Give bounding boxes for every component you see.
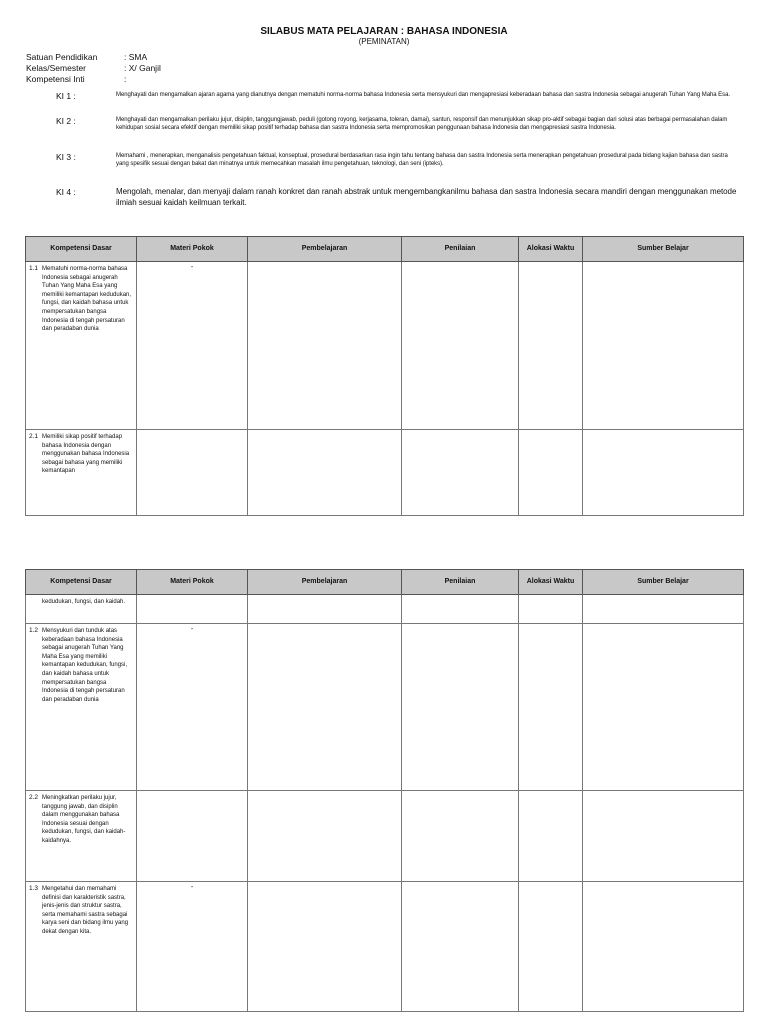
col-pembelajaran: Pembelajaran (248, 570, 402, 595)
info-value: : (124, 74, 127, 84)
materi-text (137, 595, 247, 596)
penilaian-cell (402, 430, 519, 516)
alokasi-cell (519, 262, 583, 430)
kd-text: Mematuhi norma-norma bahasa Indonesia sebagai anugerah Tuhan Yang Maha Esa yang memiliki kemantapan kedudukan, fungsi, dan kaidah bahasa untuk mempersatukan bangsa Indonesia di tengah persaturan dan peradaban dunia (42, 266, 132, 333)
page-subtitle: (PEMINATAN) (358, 37, 410, 46)
info-label: Satuan Pendidikan (26, 52, 98, 62)
alokasi-cell (519, 430, 583, 516)
alokasi-cell (519, 624, 583, 791)
kd-number: 2.1 (29, 433, 39, 440)
materi-text (137, 430, 247, 431)
kd-number: 2.2 (29, 794, 39, 801)
kd-number: 1.2 (29, 627, 39, 634)
ki-label: KI 3 : (56, 152, 76, 162)
table-row (26, 430, 744, 516)
table-row (26, 791, 744, 882)
sumber-cell (583, 262, 744, 430)
materi-cell (137, 262, 248, 430)
info-row-kelas (26, 63, 161, 74)
col-materi-pokok: Materi Pokok (137, 237, 248, 262)
alokasi-cell (519, 595, 583, 624)
kd-number (29, 598, 42, 607)
penilaian-cell (402, 624, 519, 791)
page-title: SILABUS MATA PELAJARAN : BAHASA INDONESIA (260, 26, 508, 37)
pembelajaran-cell (248, 430, 402, 516)
alokasi-cell (519, 882, 583, 1012)
materi-cell (137, 430, 248, 516)
kd-cell (26, 595, 137, 624)
info-row-kompetensi-inti (26, 74, 126, 85)
pembelajaran-cell (248, 791, 402, 882)
col-penilaian: Penilaian (402, 237, 519, 262)
table-row (26, 595, 744, 624)
sumber-cell (583, 791, 744, 882)
table-row (26, 882, 744, 1012)
penilaian-cell (402, 791, 519, 882)
col-kompetensi-dasar: Kompetensi Dasar (26, 570, 137, 595)
ki-label: KI 4 : (56, 187, 76, 197)
kd-number: 1.1 (29, 265, 39, 272)
ki-label: KI 1 : (56, 91, 76, 101)
info-value: : X/ Ganjil (124, 63, 161, 73)
sumber-cell (583, 430, 744, 516)
materi-cell (137, 595, 248, 624)
col-sumber-belajar: Sumber Belajar (583, 570, 744, 595)
info-label: Kompetensi Inti (26, 74, 85, 84)
kd-text: kedudukan, fungsi, dan kaidah. (42, 599, 126, 605)
table-row (26, 262, 744, 430)
info-value: : SMA (124, 52, 148, 62)
materi-text: - (190, 626, 194, 633)
syllabus-table-1 (25, 236, 744, 516)
info-label: Kelas/Semester (26, 63, 86, 73)
kd-cell (26, 430, 137, 516)
alokasi-cell (519, 791, 583, 882)
ki-text: Mengolah, menalar, dan menyaji dalam ranah konkret dan ranah abstrak untuk mengembangkanilmu bahasa dan sastra Indonesia secara mandiri dengan menggunakan metode ilmiah sesuai kaidah keilmuan terkait. (116, 187, 737, 207)
pembelajaran-cell (248, 595, 402, 624)
kd-number: 1.3 (29, 885, 39, 892)
table-header-row (26, 237, 744, 262)
col-sumber-belajar: Sumber Belajar (583, 237, 744, 262)
ki-text: Menghayati dan mengamalkan perilaku jujur, disiplin, tanggungjawab, peduli (gotong royong, kerjasama, toleran, damai), santun, responsif dan menunjukkan sikap pro-aktif sebagai bagian dari solusi atas berbagai permasalahan dalam kehidupan sosial secara efektif dengan memiliki sikap positif terhadap bahasa dan sastra Indonesia serta mempromosikan penggunaan bahasa Indonesia dan mengapresiasi sastra Indonesia. (116, 117, 728, 132)
materi-text (137, 791, 247, 792)
materi-cell (137, 791, 248, 882)
kd-cell (26, 791, 137, 882)
table-header-row (26, 570, 744, 595)
ki-text: Memahami , menerapkan, menganalisis pengetahuan faktual, konseptual, prosedural berdasarkan rasa ingin tahu tentang bahasa dan sastra Indonesia serta menerapkan pengetahuan prosedural pada bidang kajian bahasa dan sastra yang spesifik sesuai dengan bakat dan minatnya untuk memecahkan masalah ilmu pengetahuan, teknologi, dan seni (ipteks). (116, 153, 728, 168)
col-penilaian: Penilaian (402, 570, 519, 595)
ki-text: Menghayati dan mengamalkan ajaran agama yang dianutnya dengan mematuhi norma-norma bahasa Indonesia serta mensyukuri dan mengapresiasi keberadaan bahasa dan sastra Indonesia sebagai anugerah Tuhan Yang Maha Esa. (116, 92, 730, 98)
penilaian-cell (402, 595, 519, 624)
kd-text: Meningkatkan perilaku jujur, tanggung jawab, dan disiplin dalam menggunakan bahasa Indonesia sesuai dengan kedudukan, fungsi, dan kaidah-kaidahnya. (42, 795, 126, 844)
kd-cell (26, 624, 137, 791)
sumber-cell (583, 595, 744, 624)
kd-text: Mensyukuri dan tunduk atas keberadaan bahasa Indonesia sebagai anugerah Tuhan Yang Maha Esa yang memiliki kemantapan kedudukan, fungsi, dan kaidah bahasa untuk mempersatukan bangsa Indonesia di tengah persaturan dan peradaban dunia (42, 628, 128, 703)
table-row (26, 624, 744, 791)
pembelajaran-cell (248, 262, 402, 430)
kd-cell (26, 262, 137, 430)
pembelajaran-cell (248, 624, 402, 791)
materi-cell (137, 624, 248, 791)
col-alokasi-waktu: Alokasi Waktu (519, 237, 583, 262)
pembelajaran-cell (248, 882, 402, 1012)
materi-cell (137, 882, 248, 1012)
syllabus-table-2 (25, 569, 744, 1012)
materi-text: - (190, 884, 194, 891)
penilaian-cell (402, 882, 519, 1012)
penilaian-cell (402, 262, 519, 430)
ki-label: KI 2 : (56, 116, 76, 126)
kd-text: Memiliki sikap positif terhadap bahasa Indonesia dengan menggunakan bahasa Indonesia sebagai bahasa yang memiliki kemantapan (42, 434, 130, 475)
info-row-satuan (26, 52, 147, 63)
sumber-cell (583, 624, 744, 791)
col-pembelajaran: Pembelajaran (248, 237, 402, 262)
col-kompetensi-dasar: Kompetensi Dasar (26, 237, 137, 262)
materi-text: - (190, 264, 194, 271)
col-materi-pokok: Materi Pokok (137, 570, 248, 595)
col-alokasi-waktu: Alokasi Waktu (519, 570, 583, 595)
kd-cell (26, 882, 137, 1012)
kd-text: Mengetahui dan memahami definisi dan karakteristik sastra, jenis-jenis dan struktur sastra, serta memahami sastra sebagai karya seni dan bidang ilmu yang dekat dengan kita. (42, 886, 129, 935)
sumber-cell (583, 882, 744, 1012)
